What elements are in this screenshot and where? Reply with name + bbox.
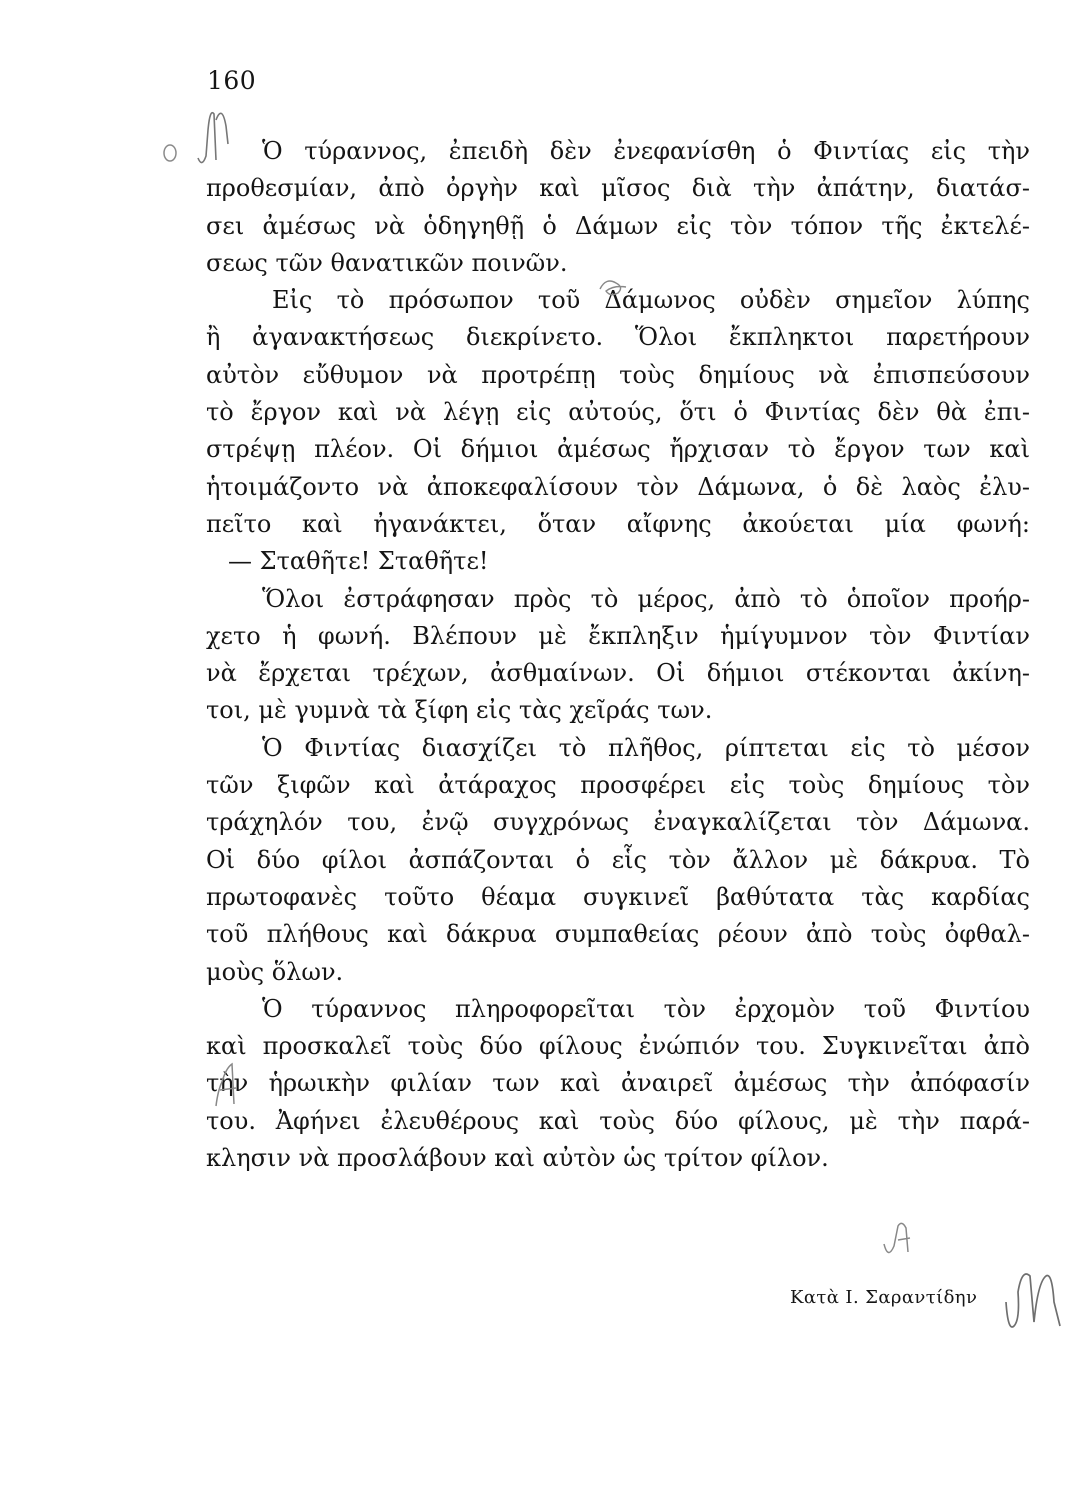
- text-line: ἡτοιμάζοντο νὰ ἀποκεφαλίσουν τὸν Δάμωνα, ὁ δὲ λαὸς ἐλυ-: [206, 472, 1030, 501]
- text-line: πρωτοφανὲς τοῦτο θέαμα συγκινεῖ βαθύτατα τὰς καρδίας: [206, 882, 1030, 911]
- text-line: προθεσμίαν, ἀπὸ ὀργὴν καὶ μῖσος διὰ τὴν ἀπάτην, διατάσ-: [206, 174, 1030, 203]
- text-line: Οἱ δύο φίλοι ἀσπάζονται ὁ εἷς τὸν ἄλλον μὲ δάκρυα. Τὸ: [206, 845, 1030, 874]
- text-line: του. Ἀφήνει ἐλευθέρους καὶ τοὺς δύο φίλους, μὲ τὴν παρά-: [206, 1106, 1030, 1135]
- text-line: στρέψῃ πλέον. Οἱ δήμιοι ἀμέσως ἤρχισαν τὸ ἔργον των καὶ: [206, 435, 1030, 464]
- dialogue-line: — Σταθῆτε! Σταθῆτε!: [228, 547, 489, 576]
- text-line: νὰ ἔρχεται τρέχων, ἀσθμαίνων. Οἱ δήμιοι στέκονται ἀκίνη-: [206, 659, 1030, 688]
- page-number: 160: [207, 66, 257, 95]
- pencil-circle-mark: [160, 140, 180, 166]
- text-line: αὐτὸν εὔθυμον νὰ προτρέπῃ τοὺς δημίους νὰ ἐπισπεύσουν: [206, 360, 1030, 389]
- text-line: τὴν ἡρωικὴν φιλίαν των καὶ ἀναιρεῖ ἀμέσως τὴν ἀπόφασίν: [206, 1069, 1030, 1098]
- story-text: [206, 133, 1030, 1177]
- text-line: πεῖτο καὶ ἠγανάκτει, ὅταν αἴφνης ἀκούεται μία φωνή:: [206, 509, 1030, 538]
- pencil-end-mark: [880, 1218, 920, 1262]
- text-line: ἢ ἀγανακτήσεως διεκρίνετο. Ὅλοι ἔκπληκτοι παρετήρουν: [206, 323, 1030, 352]
- text-line: τὸ ἔργον καὶ νὰ λέγῃ εἰς αὐτούς, ὅτι ὁ Φιντίας δὲν θὰ ἐπι-: [206, 398, 1030, 427]
- text-line: Ὅλοι ἐστράφησαν πρὸς τὸ μέρος, ἀπὸ τὸ ὁποῖον προήρ-: [262, 584, 1030, 613]
- author-attribution: Κατὰ Ι. Σαραντίδην: [790, 1287, 978, 1308]
- text-line: τῶν ξιφῶν καὶ ἀτάραχος προσφέρει εἰς τοὺς δημίους τὸν: [206, 771, 1030, 800]
- text-line: Εἰς τὸ πρόσωπον τοῦ Δάμωνος οὐδὲν σημεῖον λύπης: [272, 286, 1030, 315]
- text-line: τράχηλόν του, ἐνῷ συγχρόνως ἐναγκαλίζεται τὸν Δάμωνα.: [206, 808, 1030, 837]
- text-line: σει ἀμέσως νὰ ὁδηγηθῇ ὁ Δάμων εἰς τὸν τόπον τῆς ἐκτελέ-: [206, 211, 1030, 240]
- text-line: Ὁ τύραννος, ἐπειδὴ δὲν ἐνεφανίσθη ὁ Φιντίας εἰς τὴν: [262, 137, 1030, 165]
- text-line: χετο ἡ φωνή. Βλέπουν μὲ ἔκπληξιν ἡμίγυμνον τὸν Φιντίαν: [206, 621, 1030, 650]
- text-line: καὶ προσκαλεῖ τοὺς δύο φίλους ἐνώπιόν του. Συγκινεῖται ἀπὸ: [206, 1032, 1030, 1061]
- pencil-signature-mark: [1000, 1262, 1066, 1342]
- text-line: Ὁ τύραννος πληροφορεῖται τὸν ἐρχομὸν τοῦ Φιντίου: [262, 994, 1030, 1023]
- text-line: Ὁ Φιντίας διασχίζει τὸ πλῆθος, ρίπτεται εἰς τὸ μέσον: [262, 733, 1030, 762]
- text-line: τοι, μὲ γυμνὰ τὰ ξίφη εἰς τὰς χεῖράς των.: [206, 696, 713, 725]
- text-line: κλησιν νὰ προσλάβουν καὶ αὐτὸν ὡς τρίτον φίλον.: [206, 1144, 829, 1173]
- text-line: τοῦ πλήθους καὶ δάκρυα συμπαθείας ρέουν ἀπὸ τοὺς ὀφθαλ-: [206, 920, 1030, 949]
- text-line: σεως τῶν θανατικῶν ποινῶν.: [206, 248, 568, 277]
- text-line: μοὺς ὅλων.: [206, 957, 344, 986]
